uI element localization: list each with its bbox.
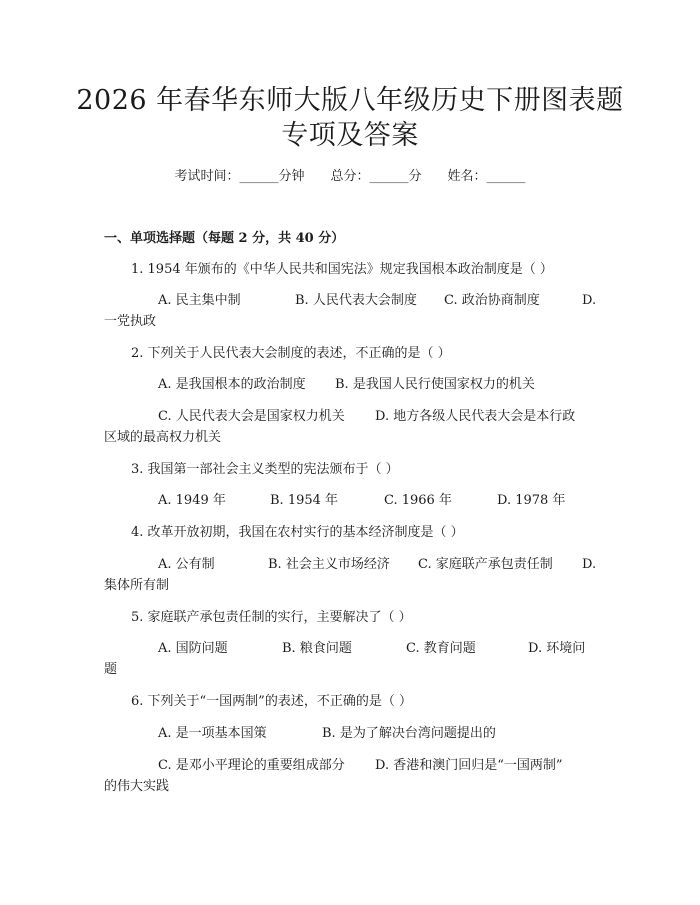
question-4-option-a: A. 公有制 [158,557,215,572]
question-3-option-d: D. 1978 年 [497,493,566,508]
question-6-option-a: A. 是一项基本国策 [158,726,267,741]
question-5-option-a: A. 国防问题 [158,641,228,656]
question-2-option-d-continued: 区域的最高权力机关 [104,430,222,445]
question-6-option-d: D. 香港和澳门回归是“一国两制” [375,758,563,773]
question-5-option-c: C. 教育问题 [406,641,476,656]
question-3-option-a: A. 1949 年 [158,493,226,508]
question-3-option-b: B. 1954 年 [270,493,339,508]
question-2-option-b: B. 是我国人民行使国家权力的机关 [335,377,535,392]
question-1-option-d: D. [582,293,597,308]
question-3-option-c: C. 1966 年 [384,493,452,508]
question-4-stem: 4. 改革开放初期，我国在农村实行的基本经济制度是（ ） [131,525,464,540]
score-blank: ______ [369,169,409,184]
question-3-stem: 3. 我国第一部社会主义类型的宪法颁布于（ ） [131,462,399,477]
question-6-option-c: C. 是邓小平理论的重要组成部分 [158,758,345,773]
question-1-option-b: B. 人民代表大会制度 [295,293,417,308]
time-unit: 分钟 [278,169,305,184]
question-1-stem: 1. 1954 年颁布的《中华人民共和国宪法》规定我国根本政治制度是（ ） [131,262,553,277]
question-2-stem: 2. 下列关于人民代表大会制度的表述，不正确的是（ ） [131,346,451,361]
question-6-option-d-continued: 的伟大实践 [104,779,170,794]
exam-meta-line [0,168,700,186]
question-5-stem: 5. 家庭联产承包责任制的实行，主要解决了（ ） [131,610,412,625]
name-label: 姓名： [447,169,487,184]
question-4-option-d: D. [582,557,597,572]
question-6-stem: 6. 下列关于“一国两制”的表述，不正确的是（ ） [131,694,412,709]
question-2-option-c: C. 人民代表大会是国家权力机关 [158,409,345,424]
question-2-option-d: D. 地方各级人民代表大会是本行政 [375,409,576,424]
question-6-option-b: B. 是为了解决台湾问题提出的 [322,726,496,741]
document-title-line-2: 专项及答案 [281,120,419,151]
question-1-option-c: C. 政治协商制度 [444,293,540,308]
question-4-option-c: C. 家庭联产承包责任制 [418,557,553,572]
question-4-option-d-continued: 集体所有制 [104,578,170,593]
question-4-option-b: B. 社会主义市场经济 [268,557,390,572]
name-blank: ______ [486,169,526,184]
time-label: 考试时间： [174,169,240,184]
question-5-option-b: B. 粮食问题 [282,641,352,656]
question-5-option-d-continued: 题 [104,662,118,677]
score-unit: 分 [408,169,422,184]
question-1-option-a: A. 民主集中制 [158,293,241,308]
question-1-option-d-continued: 一党执政 [104,314,157,329]
question-2-option-a: A. 是我国根本的政治制度 [158,377,306,392]
section-heading: 一、单项选择题（每题 2 分，共 40 分） [104,231,345,246]
time-blank: ______ [239,169,279,184]
question-5-option-d: D. 环境问 [528,641,586,656]
score-label: 总分： [330,169,370,184]
document-title-line-1: 2026 年春华东师大版八年级历史下册图表题 [76,85,624,116]
